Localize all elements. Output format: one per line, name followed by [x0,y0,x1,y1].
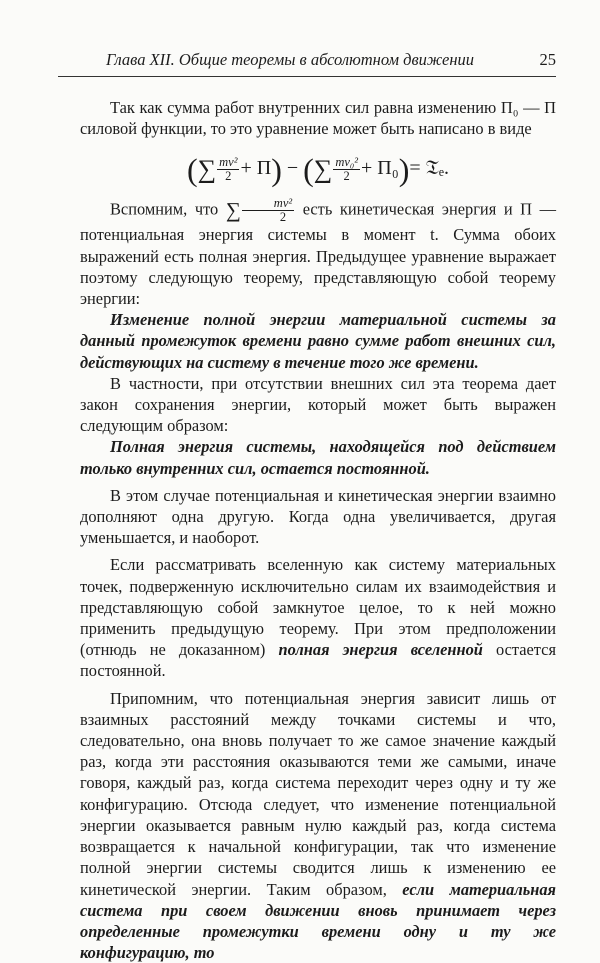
paragraph-configuration: Припомним, что потенциальная энергия зависит лишь от взаимных расстояний между точками системы и что, следовательно, она вновь получает то же самое значение каждый раз, когда эти расстояния оказываются теми же самыми, иначе говоря, каждый раз, когда система переходит через одну и ту же конфигурацию. Отсюда следует, что изменение потенциальной энергии оказывается равным нулю каждый раз, когда система возвращается к начальной конфигурации, так что изменение полной энергии системы сводится лишь к изменению ее кинетической энергии. Таким образом, если материальная система при своем движении вновь принимает через определенные промежутки времени одну и ту же конфигурацию, то [80,688,556,963]
page-number: 25 [539,50,556,69]
paragraph-universe: Если рассматривать вселенную как систему материальных точек, подверженную исключительно силам их взаимодействия и представляющую собой замкнутое целое, то к ней можно применить предыдущую теорему. При этом предположении (отнюдь не доказанном) полная энергия вселенной остается постоянной. [80,555,556,681]
emphasis-universe-energy: полная энергия вселенной [278,640,483,660]
theorem-energy-change: Изменение полной энергии материальной системы за данный промежуток времени равно сумме работ внешних сил, действующих на систему в течение того же времени. [80,310,556,372]
minus-sign: − [286,157,299,180]
theorem-energy-conservation: Полная энергия системы, находящейся под действием только внутренних сил, остается постоянной. [80,437,556,478]
paragraph-kinetic-energy: Вспомним, что ∑ $\frac{\text{mv²}}{2}$ есть кинетическая энергия и П — потенциальная энергия системы в момент t. Сумма обоих выражений есть полная энергия. Предыдущее уравнение выражает поэтому следующую теорему, представляющую собой теорему энергии: [80,196,556,309]
paragraph-complementary-energies: В этом случае потенциальная и кинетическая энергии взаимно дополняют одна другую. Когда одна увеличивается, другая уменьшается, и наоборот. [80,485,556,548]
running-head: Глава XII. Общие теоремы в абсолютном движении [106,50,475,69]
paragraph-conservation-intro: В частности, при отсутствии внешних сил эта теорема дает закон сохранения энергии, который может быть выражен следующим образом: [80,373,556,436]
fraction-kinetic-initial: $\frac{\text{mv₀²}}{2}$ [335,155,359,184]
page-body [80,97,556,963]
term-equals-work: = 𝔗ₑ. [409,157,450,180]
energy-equation: (∑ $\frac{\text{mv²}}{2}$ + П) − (∑ $\frac{\text{mv₀²}}{2}$ + П₀)= 𝔗ₑ. [186,151,450,188]
paragraph-work-internal-forces: Так как сумма работ внутренних сил равна изменению П₀ — П силовой функции, то это уравнение может быть написано в виде [80,98,556,139]
sigma-symbol: ∑ [197,154,217,184]
term-plus-P0: + П₀ [361,157,399,180]
page-header [58,50,556,77]
emphasis-periodic-configuration: если материальная система при своем движении вновь принимает через определенные промежутки времени одну и ту же конфигурацию, то [80,879,556,963]
fraction-kinetic: $\frac{\text{mv²}}{2}$ [219,155,238,184]
inline-sigma-symbol: ∑ [225,198,241,223]
sigma-symbol-0: ∑ [313,154,333,184]
term-plus-P: + П [240,157,272,180]
inline-fraction: $\frac{\text{mv²}}{2}$ [242,197,294,224]
